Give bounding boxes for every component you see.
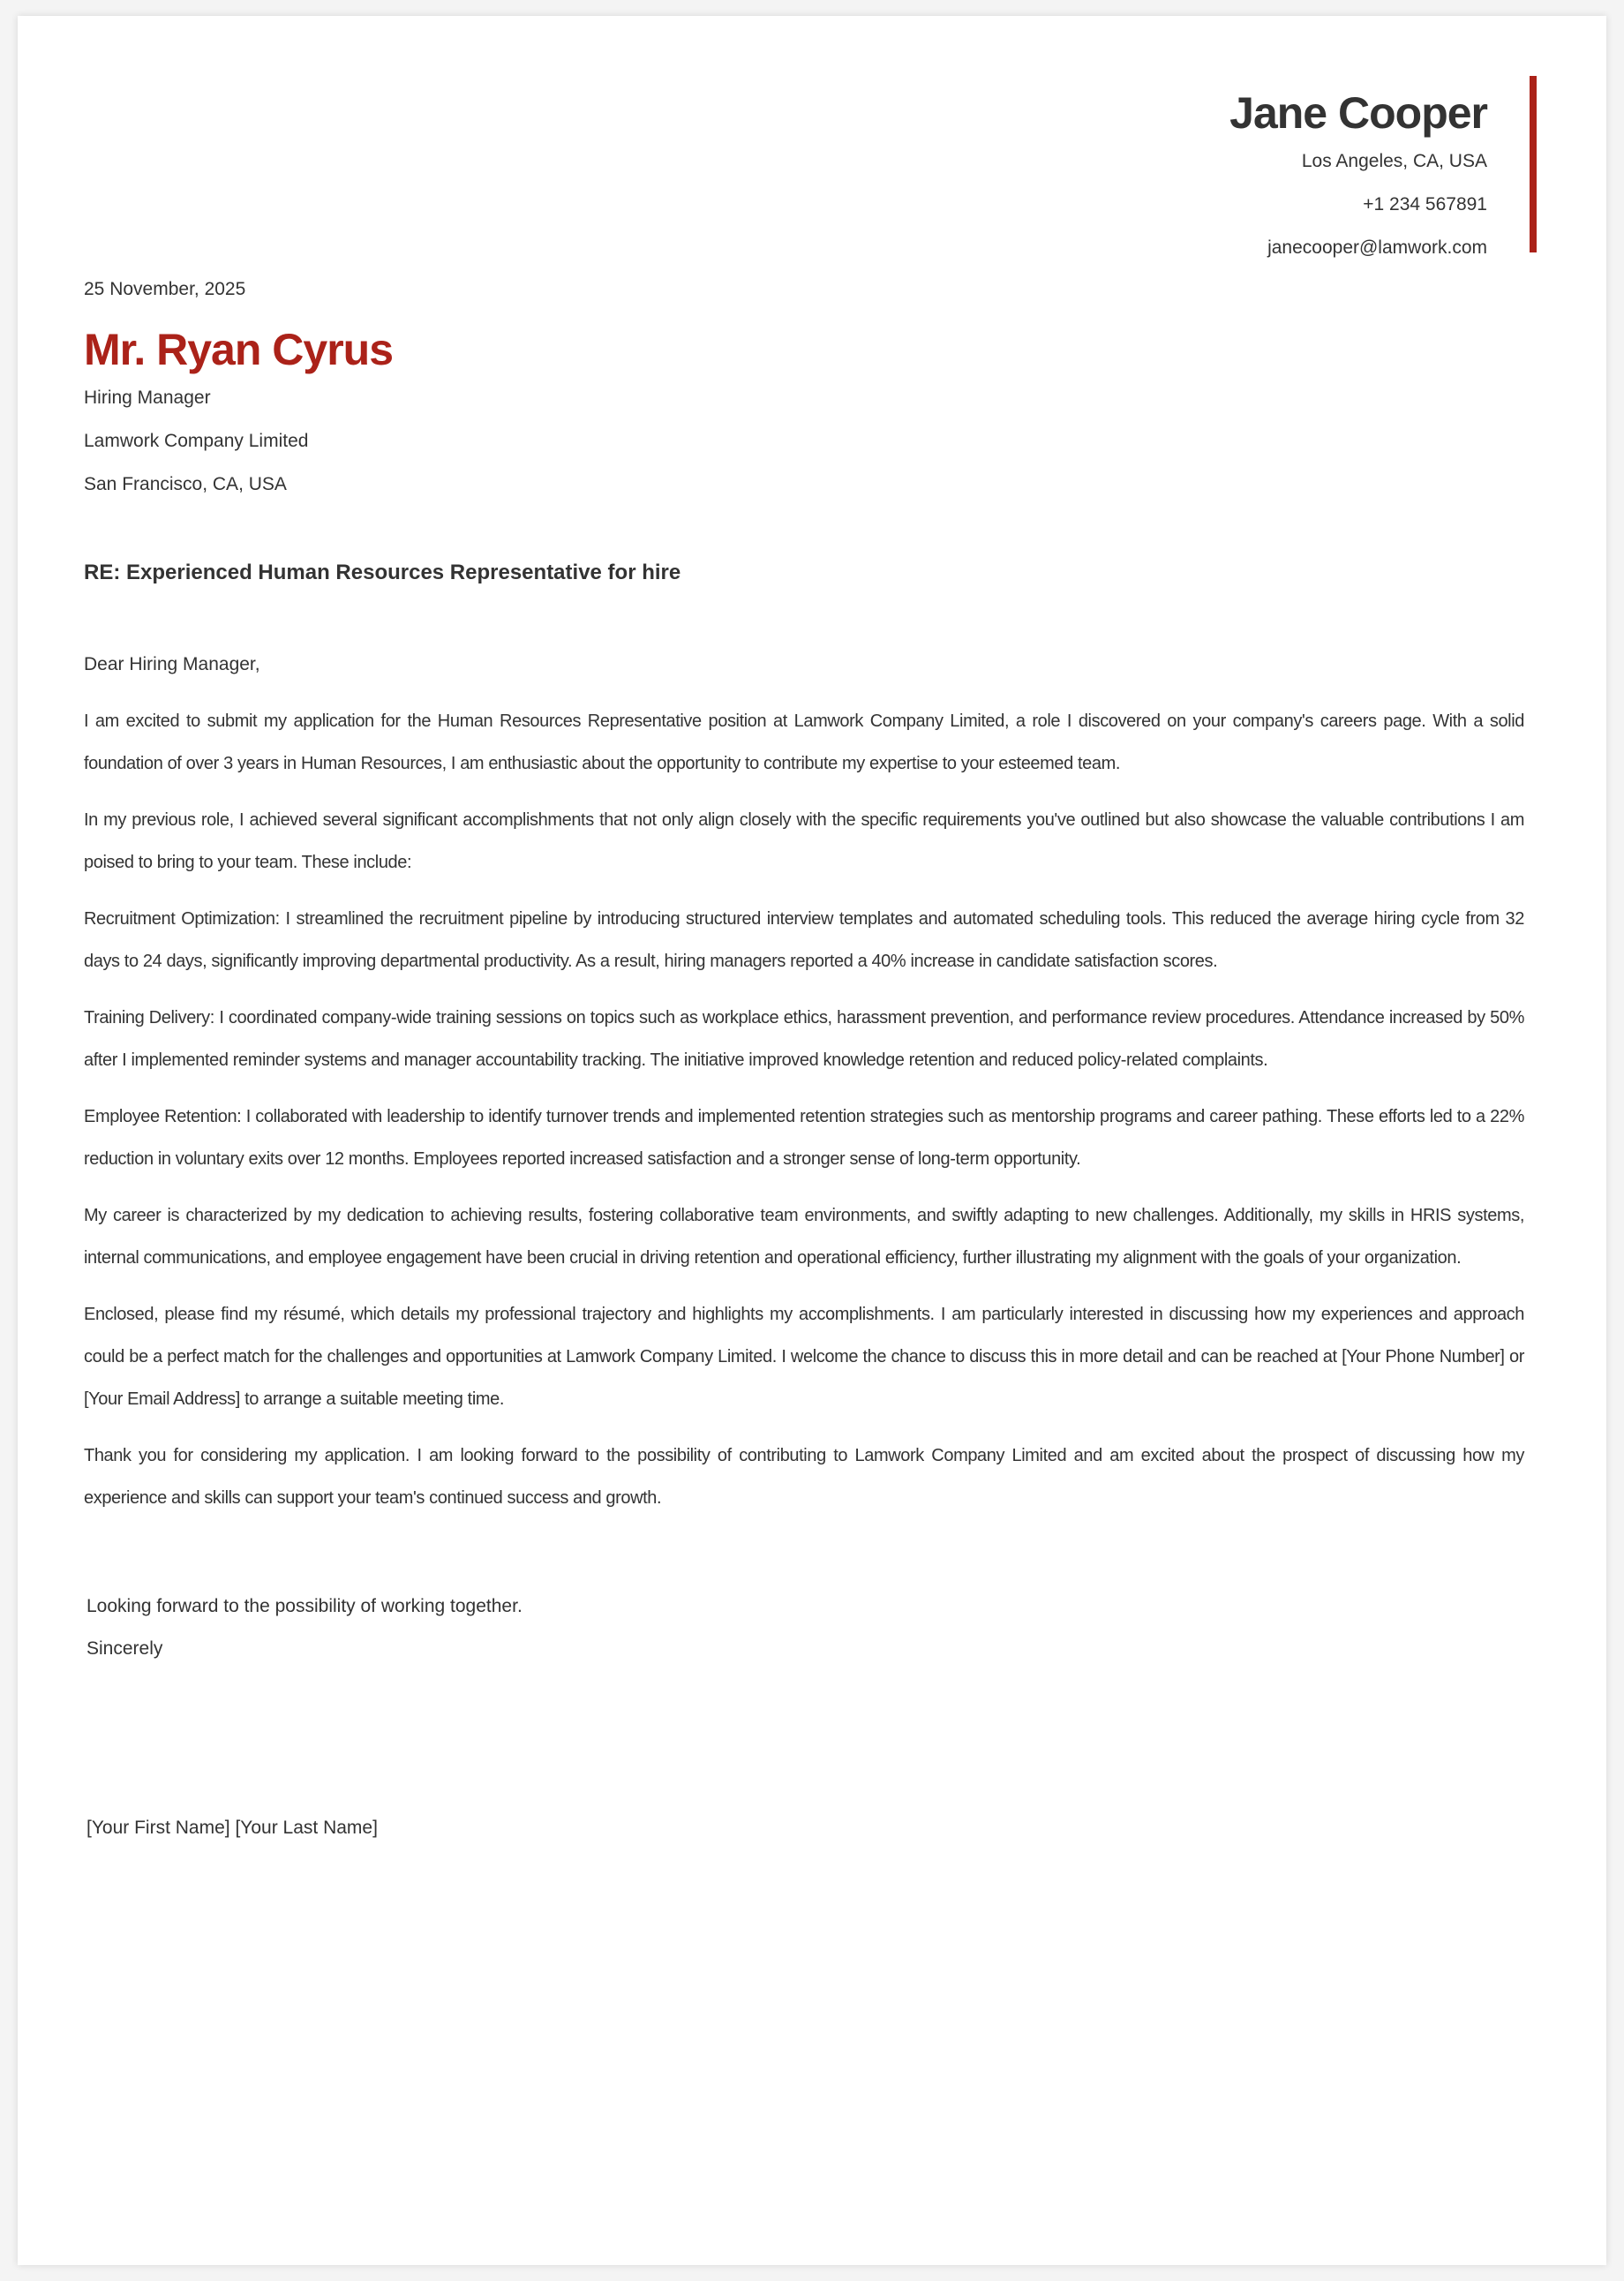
recipient-company: Lamwork Company Limited <box>84 431 309 451</box>
sender-email: janecooper@lamwork.com <box>1267 237 1487 258</box>
paragraph: Recruitment Optimization: I streamlined the recruitment pipeline by introducing structured interview templates and automated scheduling tools. This reduced the average hiring cycle from 32 days to 24 days, significantly improving departmental productivity. As a result, hiring managers reported a 40% increase in candidate satisfaction scores. <box>84 909 1524 971</box>
closing <box>84 1585 1524 1670</box>
sender-header <box>1229 87 1487 269</box>
accent-bar <box>1530 76 1537 252</box>
subject-line: RE: Experienced Human Resources Representative for hire <box>84 561 681 584</box>
closing-line: Looking forward to the possibility of working together. <box>86 1596 523 1616</box>
paragraph: Thank you for considering my application. I am looking forward to the possibility of contributing to Lamwork Company Limited and am excited about the prospect of discussing how my experience and skills can support your team's continued success and growth. <box>84 1446 1524 1508</box>
letter-page <box>18 16 1606 2265</box>
letter-date: 25 November, 2025 <box>84 279 246 299</box>
paragraph: Enclosed, please find my résumé, which details my professional trajectory and highlights my accomplishments. I am particularly interested in discussing how my experiences and approach could be a perfect match for the challenges and opportunities at Lamwork Company Limited. I welcome the chance to discuss this in more detail and can be reached at [Your Phone Number] or [Your Email Address] to arrange a suitable meeting time. <box>84 1305 1524 1409</box>
paragraph: I am excited to submit my application for the Human Resources Representative position at Lamwork Company Limited, a role I discovered on your company's careers page. With a solid foundation of over 3 years in Human Resources, I am enthusiastic about the opportunity to contribute my expertise to your esteemed team. <box>84 711 1524 773</box>
sender-phone: +1 234 567891 <box>1363 194 1487 215</box>
signature-name: [Your First Name] [Your Last Name] <box>86 1818 378 1838</box>
signoff: Sincerely <box>86 1638 163 1659</box>
paragraph: My career is characterized by my dedication to achieving results, fostering collaborative team environments, and swiftly adapting to new challenges. Additionally, my skills in HRIS systems, internal communications, and employee engagement have been crucial in driving retention and operational efficiency, further illustrating my alignment with the goals of your organization. <box>84 1206 1524 1268</box>
paragraph: Employee Retention: I collaborated with leadership to identify turnover trends and implemented retention strategies such as mentorship programs and career pathing. These efforts led to a 22% reduction in voluntary exits over 12 months. Employees reported increased satisfaction and a stronger sense of long-term opportunity. <box>84 1107 1524 1169</box>
paragraph: In my previous role, I achieved several significant accomplishments that not only align closely with the specific requirements you've outlined but also showcase the valuable contributions I am poised to bring to your team. These include: <box>84 810 1524 872</box>
sender-name: Jane Cooper <box>1229 88 1487 138</box>
recipient-name: Mr. Ryan Cyrus <box>84 325 394 374</box>
sender-location: Los Angeles, CA, USA <box>1301 151 1487 171</box>
letter-body <box>84 272 1524 1849</box>
recipient-location: San Francisco, CA, USA <box>84 474 287 494</box>
recipient-title: Hiring Manager <box>84 388 211 408</box>
greeting: Dear Hiring Manager, <box>84 654 260 674</box>
paragraph: Training Delivery: I coordinated company-wide training sessions on topics such as workplace ethics, harassment prevention, and performance review procedures. Attendance increased by 50% after I implemented reminder systems and manager accountability tracking. The initiative improved knowledge retention and reduced policy-related complaints. <box>84 1008 1524 1070</box>
